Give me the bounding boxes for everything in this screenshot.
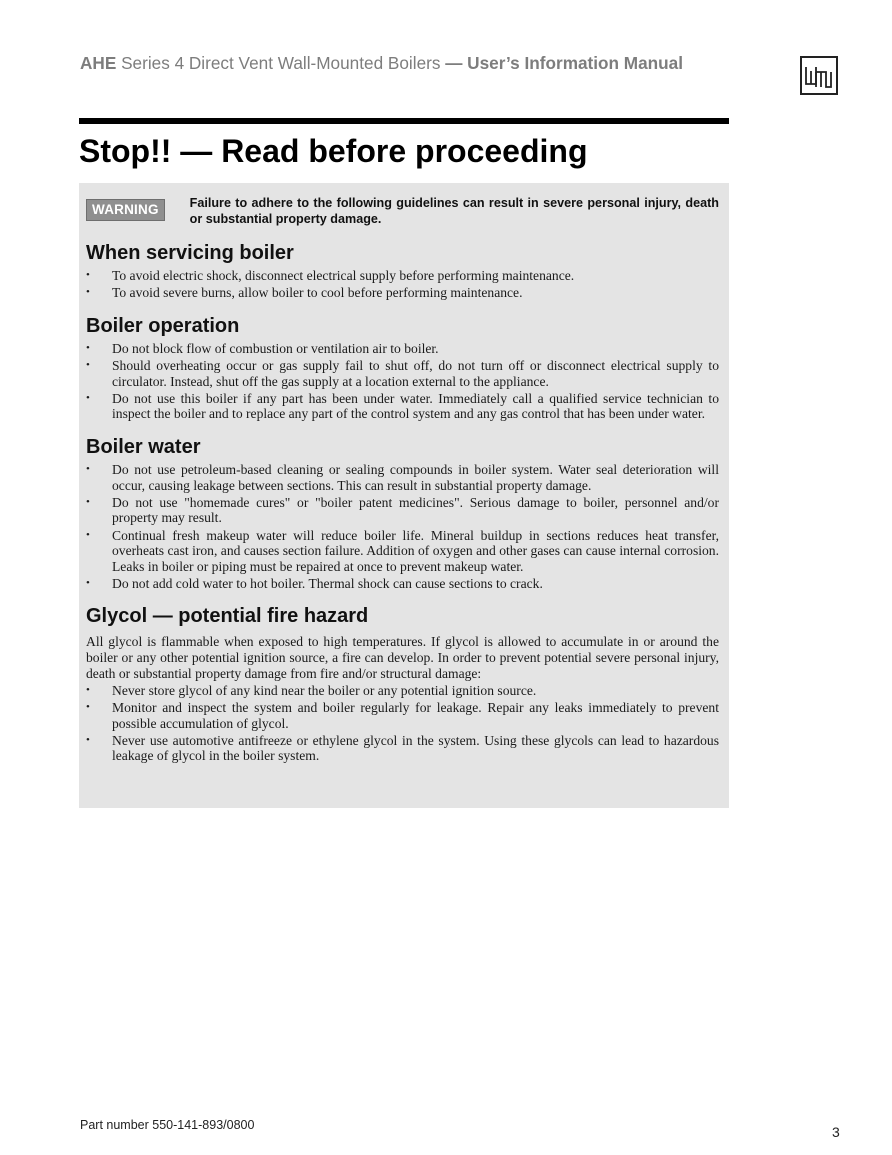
safety-panel [79,183,729,808]
list-item: • Continual fresh makeup water will reduce boiler life. Mineral buildup in sections reduces heat transfer, overheats cast iron, and causes section failure. Addition of oxygen and other gases can cause internal corrosion. Leaks in boiler or piping must be repaired at once to prevent makeup water. [86,528,719,575]
list-item: • Do not use this boiler if any part has been under water. Immediately call a qualified service technician to inspect the boiler and to replace any part of the control system and any gas control that has been under water. [86,391,719,422]
list-item: • Do not use "homemade cures" or "boiler patent medicines". Serious damage to boiler, personnel and/or property may result. [86,495,719,526]
list-item: • Monitor and inspect the system and boiler regularly for leakage. Repair any leaks immediately to prevent possible accumulation of glycol. [86,700,719,731]
running-header [80,53,683,74]
section-operation [86,314,719,422]
list-item: • Never use automotive antifreeze or ethylene glycol in the system. Using these glycols can lead to hazardous leakage of glycol in the boiler system. [86,733,719,764]
list-item: • Do not use petroleum-based cleaning or sealing compounds in boiler system. Water seal deterioration will occur, causing leakage between sections. This can result in substantial property damage. [86,462,719,493]
bullet-list [86,268,719,301]
glycol-intro: All glycol is flammable when exposed to high temperatures. If glycol is allowed to accumulate in or around the boiler or any other potential ignition source, a fire can develop. In order to prevent potential severe personal injury, death or substantial property damage from fire and/or structural damage: [86,634,719,681]
page-number: 3 [832,1124,840,1140]
title-rule [79,118,729,124]
list-item: • Never store glycol of any kind near the boiler or any potential ignition source. [86,683,719,699]
section-title: Boiler water [86,435,201,458]
warning-badge: WARNING [86,199,165,221]
warning-block [86,195,719,227]
section-glycol [86,604,719,764]
list-item: • Do not add cold water to hot boiler. Thermal shock can cause sections to crack. [86,576,719,592]
page-title: Stop!! — Read before proceeding [79,133,588,169]
header-series: Series 4 Direct Vent Wall-Mounted Boilers [116,53,446,73]
section-title: Boiler operation [86,314,240,337]
warning-text: Failure to adhere to the following guidelines can result in severe personal injury, death or substantial property damage. [189,196,719,226]
part-number: Part number 550-141-893/0800 [80,1118,255,1132]
list-item: • Should overheating occur or gas supply fail to shut off, do not turn off or disconnect electrical supply to circulator. Instead, shut off the gas supply at a location external to the appliance. [86,358,719,389]
wm-logo-icon [800,56,838,95]
header-brand: AHE [80,53,117,73]
section-boiler-water [86,435,719,592]
bullet-list [86,341,719,422]
list-item: • Do not block flow of combustion or ventilation air to boiler. [86,341,719,357]
section-title: When servicing boiler [86,242,294,264]
list-item: • To avoid electric shock, disconnect electrical supply before performing maintenance. [86,268,719,284]
list-item: • To avoid severe burns, allow boiler to cool before performing maintenance. [86,285,719,301]
header-manual-title: — User’s Information Manual [445,53,684,73]
bullet-list [86,462,719,592]
section-title: Glycol — potential fire hazard [86,605,369,628]
section-servicing [86,241,719,301]
bullet-list [86,683,719,764]
